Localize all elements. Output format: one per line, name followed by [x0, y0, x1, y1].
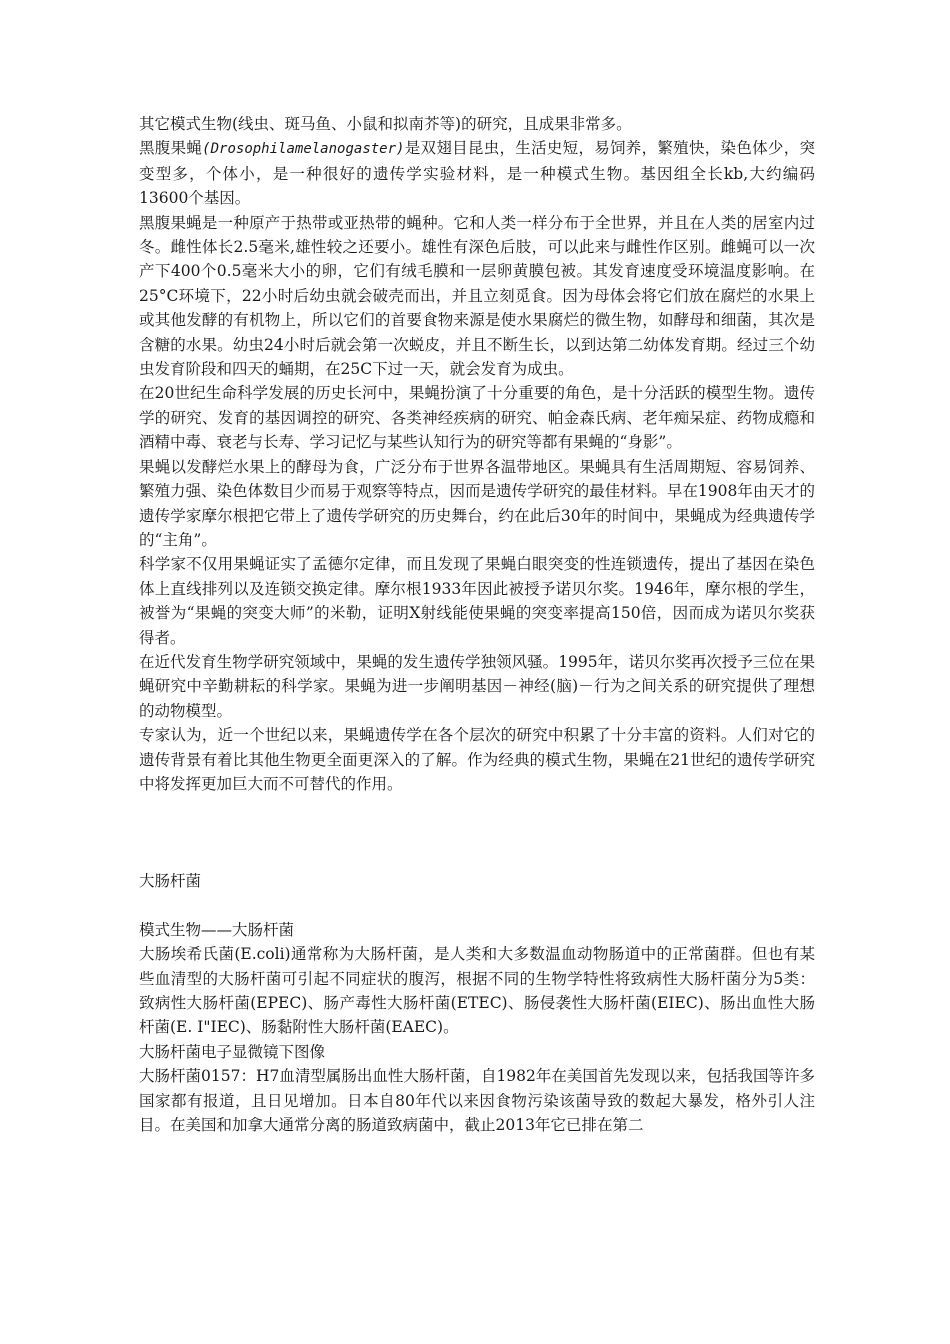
paragraph-drosophila-overview — [139, 136, 815, 210]
paragraph-developmental-biology: 在近代发育生物学研究领域中，果蝇的发生遗传学独领风骚。1995年，诺贝尔奖再次授予三位在果蝇研究中辛勤耕耘的科学家。果蝇为进一步阐明基因－神经(脑)－行为之间关系的研究提供了理想的动物模型。 — [139, 652, 815, 720]
document-body — [139, 112, 815, 1137]
paragraph-expert-opinion: 专家认为，近一个世纪以来，果蝇遗传学在各个层次的研究中积累了十分丰富的资料。人们对它的遗传背景有着比其他生物更全面更深入的了解。作为经典的模式生物，果蝇在21世纪的遗传学研究中将发挥更加巨大而不可替代的作用。 — [139, 726, 815, 793]
heading-spacer — [139, 894, 815, 918]
paragraph-drosophila-history: 在20世纪生命科学发展的历史长河中，果蝇扮演了十分重要的角色，是十分活跃的模型生物。遗传学的研究、发育的基因调控的研究、各类神经疾病的研究、帕金森氏病、老年痴呆症、药物成瘾和酒精中毒、衰老与长寿、学习记忆与某些认知行为的研究等都有果蝇的“身影”。 — [139, 384, 815, 452]
paragraph-morgan-nobel: 科学家不仅用果蝇证实了孟德尔定律，而且发现了果蝇白眼突变的性连锁遗传，提出了基因在染色体上直线排列以及连锁交换定律。摩尔根1933年因此被授予诺贝尔奖。1946年，摩尔根的学生，被誉为“果蝇的突变大师”的米勒，证明X射线能使果蝇的突变率提高150倍，因而成为诺贝尔奖获得者。 — [139, 555, 815, 647]
paragraph-ecoli-overview: 大肠埃希氏菌(E.coli)通常称为大肠杆菌，是人类和大多数温血动物肠道中的正常菌群。但也有某些血清型的大肠杆菌可引起不同症状的腹泻，根据不同的生物学特性将致病性大肠杆菌分为5类：致病性大肠杆菌(EPEC)、肠产毒性大肠杆菌(ETEC)、肠侵袭性大肠杆菌(EIEC)、肠出血性大肠杆菌(E. I"IEC)、肠黏附性大肠杆菌(EAEC)。 — [139, 945, 815, 1037]
paragraph-drosophila-biology: 黑腹果蝇是一种原产于热带或亚热带的蝇种。它和人类一样分布于全世界，并且在人类的居室内过冬。雌性体长2.5毫米,雄性较之还要小。雄性有深色后肢，可以此来与雌性作区别。雌蝇可以一次产下400个0.5毫米大小的卵，它们有绒毛膜和一层卵黄膜包被。其发育速度受环境温度影响。在25°C环境下，22小时后幼虫就会破壳而出，并且立刻觅食。因为母体会将它们放在腐烂的水果上或其他发酵的有机物上，所以它们的首要食物来源是使水果腐烂的微生物，如酵母和细菌，其次是含糖的水果。幼虫24小时后就会第一次蜕皮，并且不断生长，以到达第二幼体发育期。经过三个幼虫发育阶段和四天的蛹期，在25C下过一天，就会发育为成虫。 — [139, 213, 815, 379]
paragraph-ecoli-micrograph-caption: 大肠杆菌电子显微镜下图像 — [139, 1042, 326, 1061]
section-spacer — [139, 796, 815, 869]
paragraph-ecoli-o157: 大肠杆菌0157：H7血清型属肠出血性大肠杆菌，自1982年在美国首先发现以来，包括我国等许多国家都有报道，且日见增加。日本自80年代以来因食物污染该菌导致的数起大暴发，格外引人注目。在美国和加拿大通常分离的肠道致病菌中，截止2013年它已排在第二 — [139, 1067, 815, 1135]
paragraph-drosophila-genetics: 果蝇以发酵烂水果上的酵母为食，广泛分布于世界各温带地区。果蝇具有生活周期短、容易饲养、繁殖力强、染色体数目少而易于观察等特点，因而是遗传学研究的最佳材料。早在1908年由天才的遗传学家摩尔根把它带上了遗传学研究的历史舞台，约在此后30年的时间中，果蝇成为经典遗传学的“主角”。 — [139, 457, 815, 549]
paragraph-model-organisms-intro: 其它模式生物(线虫、斑马鱼、小鼠和拟南芥等)的研究，且成果非常多。 — [139, 115, 632, 133]
section-heading-ecoli: 大肠杆菌 — [139, 872, 202, 891]
drosophila-latin-name: (Drosophilamelanogaster) — [202, 141, 405, 158]
drosophila-name: 黑腹果蝇 — [139, 139, 203, 158]
drosophila-description: 是双翅目昆虫，生活史短，易饲养，繁殖快，染色体少，突变型多，个体小，是一种很好的遗传学实验材料，是一种模式生物。基因组全长kb,大约编码13600个基因。 — [139, 139, 815, 208]
subheading-model-organism-ecoli: 模式生物——大肠杆菌 — [139, 920, 295, 939]
